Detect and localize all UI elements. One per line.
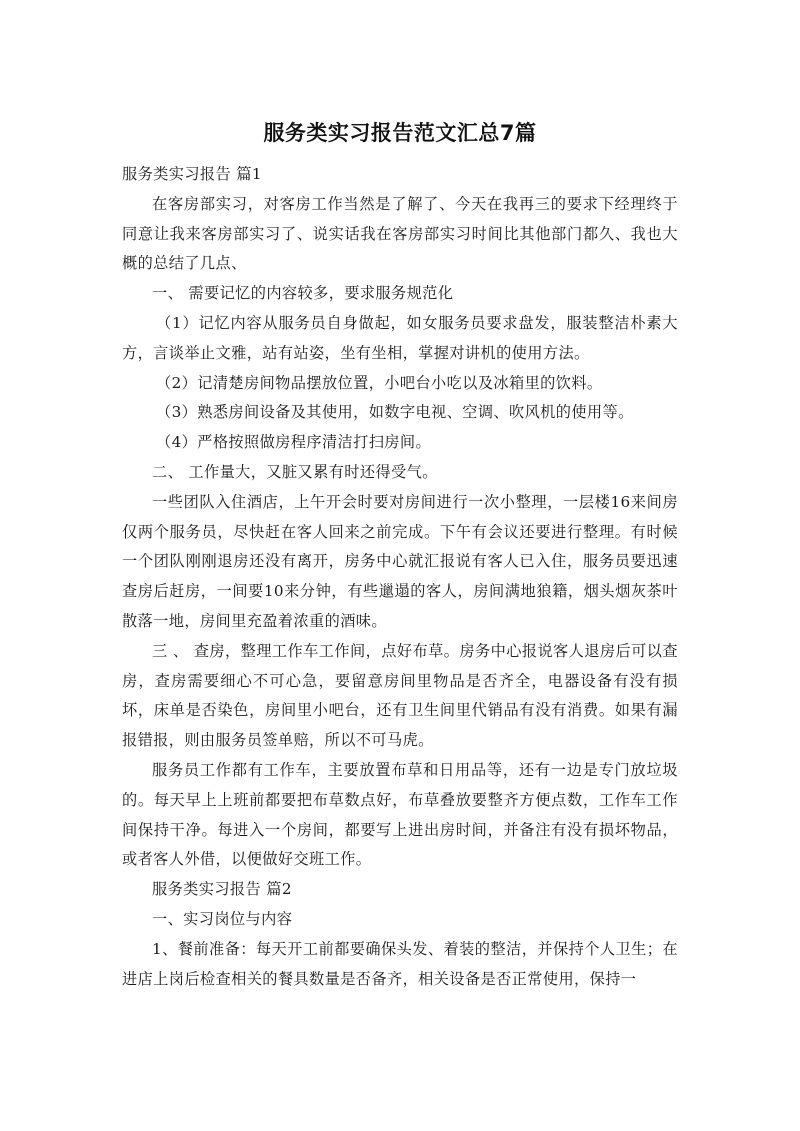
document-title: 服务类实习报告范文汇总7篇 bbox=[263, 121, 537, 145]
section-heading-1: 服务类实习报告 篇1 bbox=[122, 165, 262, 183]
paragraph: 服务员工作都有工作车，主要放置布草和日用品等，还有一边是专门放垃圾的。每天早上上班前都要把布草数点好，布草叠放要整齐方便点数，工作车工作间保持干净。每进入一个房间，都要写上进出房时间，并备注有没有损坏物品，或者客人外借，以便做好交班工作。 bbox=[122, 760, 678, 869]
paragraph: 在客房部实习，对客房工作当然是了解了、今天在我再三的要求下经理终于同意让我来客房部实习了、说实话我在客房部实习时间比其他部门都久、我也大概的总结了几点、 bbox=[122, 194, 678, 273]
subheading: 二、 工作量大，又脏又累有时还得受气。 bbox=[152, 462, 438, 481]
section-heading-2: 服务类实习报告 篇2 bbox=[152, 880, 292, 899]
paragraph: 1、餐前准备：每天开工前都要确保头发、着装的整洁，并保持个人卫生；在进店上岗后检查相关的餐具数量是否备齐，相关设备是否正常使用，保持一 bbox=[122, 939, 678, 988]
list-item: （1）记忆内容从服务员自身做起，如女服务员要求盘发，服装整洁朴素大方，言谈举止文雅，站有站姿，坐有坐相，掌握对讲机的使用方法。 bbox=[122, 313, 678, 362]
subheading: 一、 需要记忆的内容较多，要求服务规范化 bbox=[152, 284, 454, 303]
list-item: （4）严格按照做房程序清洁打扫房间。 bbox=[156, 433, 432, 452]
subheading: 一、实习岗位与内容 bbox=[152, 909, 293, 928]
paragraph: 三 、 查房，整理工作车工作间，点好布草。房务中心报说客人退房后可以查房，查房需要细心不可心急，要留意房间里物品是否齐全，电器设备有没有损坏，床单是否染色，房间里小吧台，还有卫生间里代销品有没有消费。如果有漏报错报，则由服务员签单赔，所以不可马虎。 bbox=[122, 641, 678, 750]
list-item: （3）熟悉房间设备及其使用，如数字电视、空调、吹风机的使用等。 bbox=[156, 403, 634, 422]
document-body bbox=[122, 160, 678, 994]
list-item: （2）记清楚房间物品摆放位置，小吧台小吃以及冰箱里的饮料。 bbox=[156, 373, 603, 392]
paragraph: 一些团队入住酒店，上午开会时要对房间进行一次小整理，一层楼16来间房仅两个服务员，尽快赶在客人回来之前完成。下午有会议还要进行整理。有时候一个团队刚刚退房还没有离开，房务中心就汇报说有客人已入住，服务员要迅速查房后赶房，一间要10来分钟，有些邋遢的客人，房间满地狼籍，烟头烟灰茶叶散落一地，房间里充盈着浓重的酒味。 bbox=[122, 492, 678, 630]
